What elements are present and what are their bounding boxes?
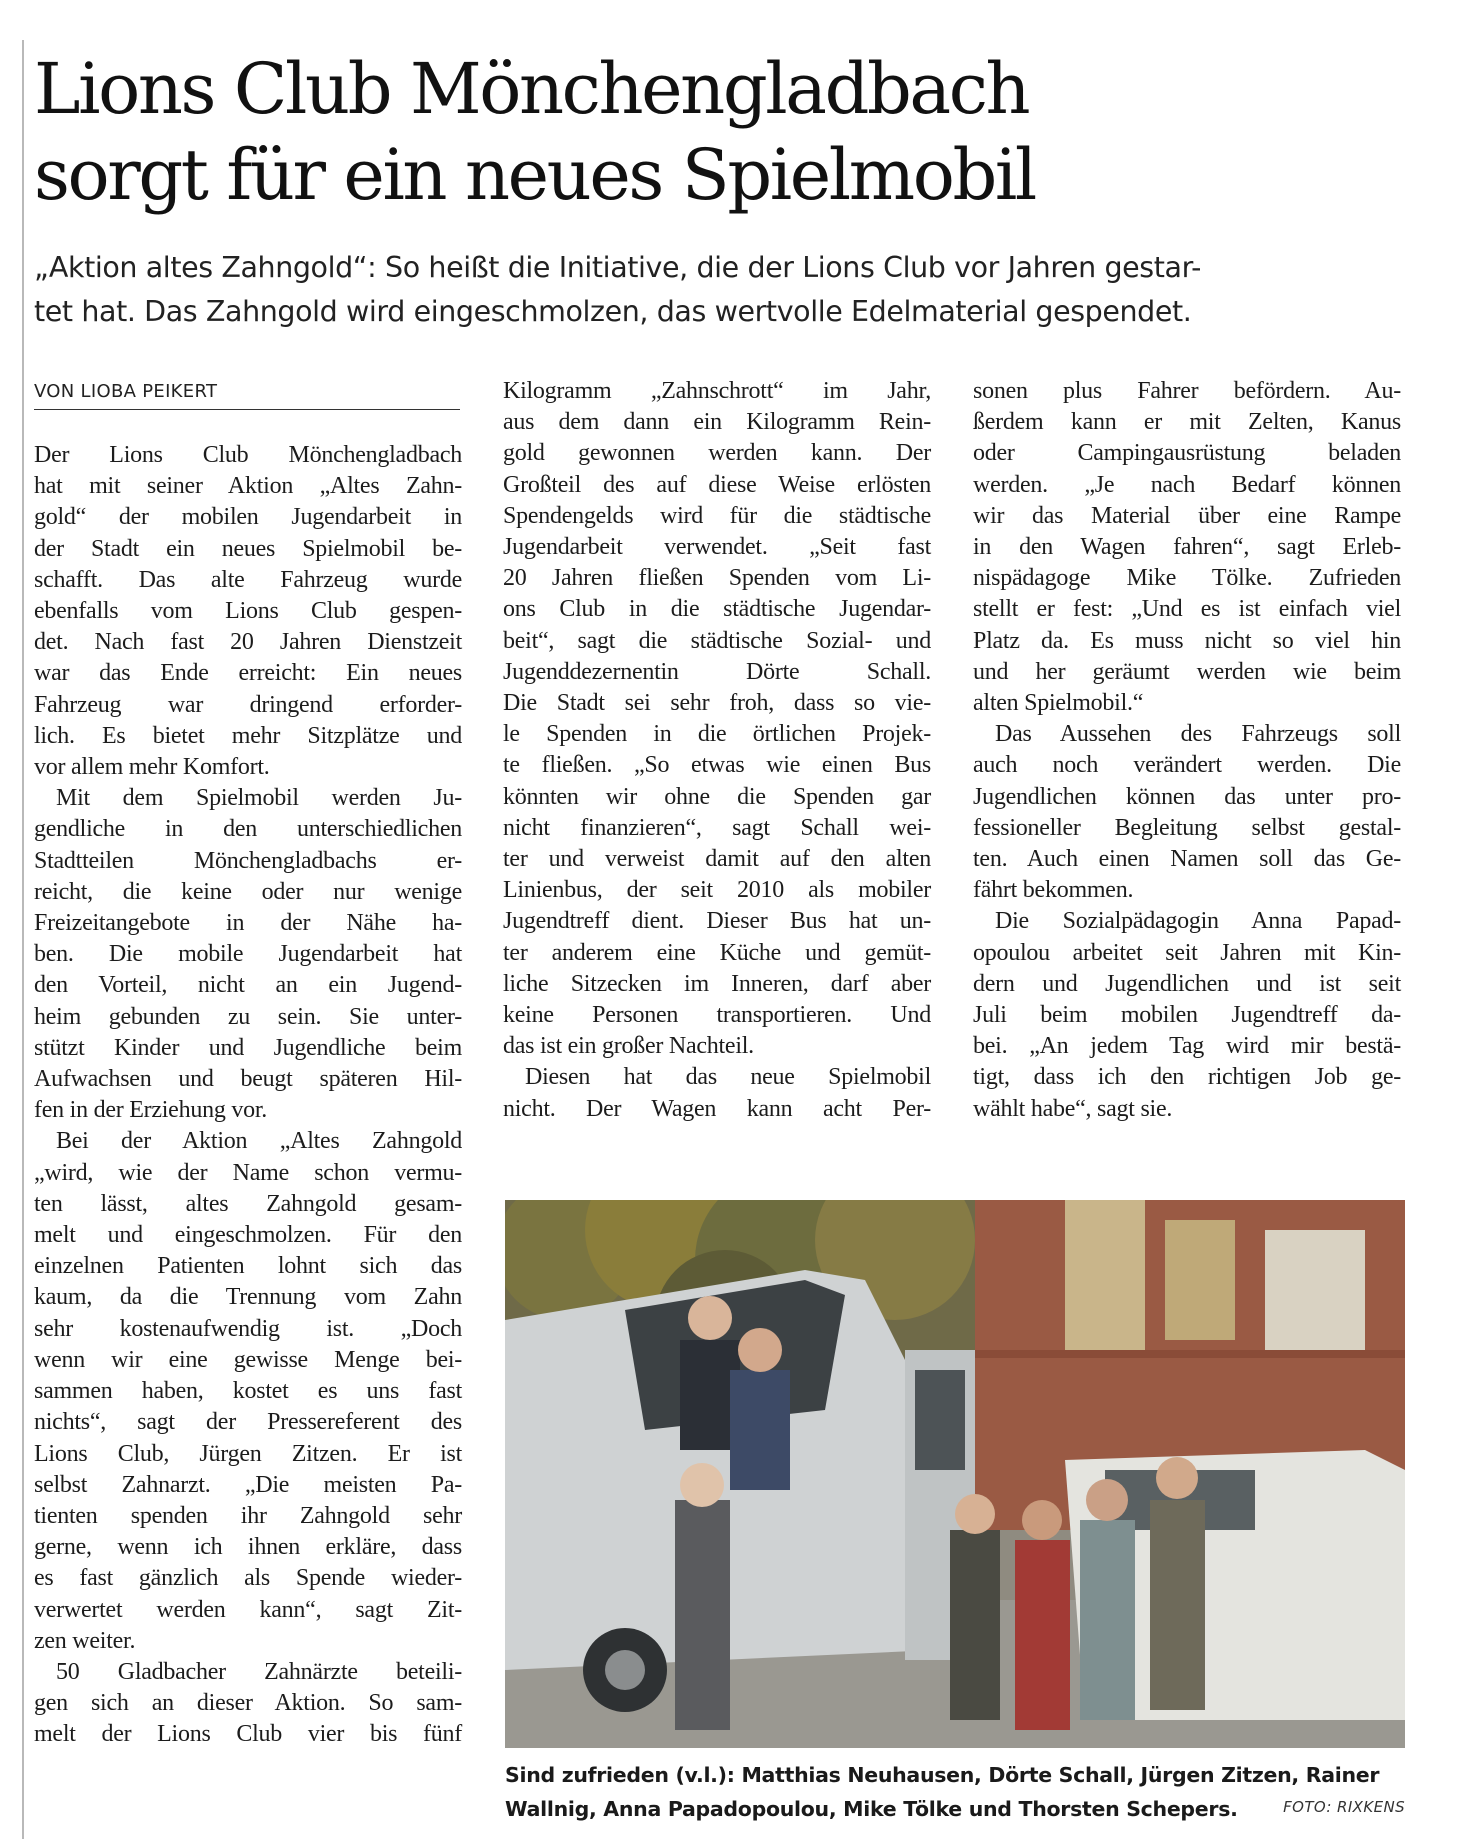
text-line: opoulou arbeitet seit Jahren mit Kin- — [973, 939, 1401, 966]
text-line: und her geräumt werden wie beim — [973, 658, 1401, 685]
text-line: auch noch verändert werden. Die — [973, 752, 1401, 779]
text-line: schafft. Das alte Fahrzeug wurde — [34, 566, 462, 593]
text-line: det. Nach fast 20 Jahren Dienstzeit — [34, 629, 462, 656]
article-column-2 — [503, 376, 931, 1125]
text-line: sonen plus Fahrer befördern. Au- — [973, 378, 1401, 404]
text-line: nispädagoge Mike Tölke. Zufrieden — [973, 565, 1401, 592]
text-line: Großteil des auf diese Weise erlösten — [503, 471, 931, 498]
text-line: 50 Gladbacher Zahnärzte beteili- — [56, 1658, 462, 1685]
text-line: nicht. Der Wagen kann acht Per- — [503, 1095, 931, 1122]
text-line: Platz da. Es muss nicht so viel hin — [973, 627, 1401, 654]
text-line: Das Aussehen des Fahrzeugs soll — [995, 721, 1401, 748]
headline-line: Lions Club Mönchengladbach — [34, 48, 1029, 130]
text-line: ter und verweist damit auf den alten — [503, 846, 931, 873]
text-line: keine Personen transportieren. Und — [503, 1002, 931, 1029]
text-line: te fließen. „So etwas wie einen Bus — [503, 752, 931, 779]
text-line: oder Campingausrüstung beladen — [973, 440, 1401, 467]
text-line: beit“, sagt die städtische Sozial- und — [503, 627, 931, 654]
article-photo — [505, 1200, 1405, 1748]
text-line: in den Wagen fahren“, sagt Erleb- — [973, 534, 1401, 561]
text-line: ten lässt, altes Zahngold gesam- — [34, 1190, 462, 1217]
text-line: wir das Material über eine Rampe — [973, 502, 1401, 529]
text-line: Freizeitangebote in der Nähe ha- — [34, 910, 462, 937]
caption-line: Sind zufrieden (v.l.): Matthias Neuhausen, Dörte Schall, Jürgen Zitzen, Rainer — [505, 1763, 1380, 1787]
text-line: „wird, wie der Name schon vermu- — [34, 1159, 462, 1186]
text-line: bei. „An jedem Tag wird mir bestä- — [973, 1033, 1401, 1060]
text-line: ten. Auch einen Namen soll das Ge- — [973, 846, 1401, 873]
text-line: Der Lions Club Mönchengladbach — [34, 442, 462, 468]
text-line: fen in der Erziehung vor. — [34, 1097, 267, 1124]
text-line: verwertet werden kann“, sagt Zit- — [34, 1596, 462, 1623]
text-line: Bei der Aktion „Altes Zahngold — [56, 1128, 462, 1155]
photo-illustration — [505, 1200, 1405, 1748]
text-line: aus dem dann ein Kilogramm Rein- — [503, 409, 931, 436]
text-line: Jugenddezernentin Dörte Schall. — [503, 658, 931, 685]
text-line: Die Stadt sei sehr froh, dass so vie- — [503, 690, 931, 717]
text-line: lich. Es bietet mehr Sitzplätze und — [34, 722, 462, 749]
text-line: alten Spielmobil.“ — [973, 690, 1144, 717]
text-line: könnten wir ohne die Spenden gar — [503, 783, 931, 810]
text-line: ßerdem kann er mit Zelten, Kanus — [973, 409, 1401, 436]
text-line: wählt habe“, sagt sie. — [973, 1095, 1173, 1122]
text-line: zen weiter. — [34, 1627, 136, 1654]
photo-credit: FOTO: RIXKENS — [1283, 1798, 1405, 1816]
headline — [34, 46, 1434, 218]
text-line: sammen haben, kostet es uns fast — [34, 1378, 462, 1405]
article-column-3 — [973, 376, 1401, 1125]
text-line: gold gewonnen werden kann. Der — [503, 440, 931, 467]
text-line: tigt, dass ich den richtigen Job ge- — [973, 1064, 1401, 1091]
text-line: war das Ende erreicht: Ein neues — [34, 660, 462, 687]
text-line: Jugendarbeit verwendet. „Seit fast — [503, 534, 931, 561]
text-line: gen sich an dieser Aktion. So sam- — [34, 1690, 462, 1717]
text-line: nichts“, sagt der Pressereferent des — [34, 1409, 462, 1436]
headline-line: sorgt für ein neues Spielmobil — [34, 134, 1035, 216]
text-line: Spendengelds wird für die städtische — [503, 502, 931, 529]
text-line: 20 Jahren fließen Spenden vom Li- — [503, 565, 931, 592]
text-line: den Vorteil, nicht an ein Jugend- — [34, 972, 462, 999]
text-line: Aufwachsen und beugt späteren Hil- — [34, 1066, 462, 1093]
text-line: gendliche in den unterschiedlichen — [34, 816, 462, 843]
byline: VON LIOBA PEIKERT — [34, 380, 460, 410]
text-line: Jugendlichen können das unter pro- — [973, 783, 1401, 810]
text-line: liche Sitzecken im Inneren, darf aber — [503, 970, 931, 997]
text-line: Juli beim mobilen Jugendtreff da- — [973, 1002, 1401, 1029]
text-line: ons Club in die städtische Jugendar- — [503, 596, 931, 623]
text-line: wenn wir eine gewisse Menge bei- — [34, 1346, 462, 1373]
text-line: ben. Die mobile Jugendarbeit hat — [34, 941, 462, 968]
text-line: Stadtteilen Mönchengladbachs er- — [34, 847, 462, 874]
text-line: Diesen hat das neue Spielmobil — [525, 1064, 931, 1091]
text-line: dern und Jugendlichen und ist seit — [973, 970, 1401, 997]
teaser-line: „Aktion altes Zahngold“: So heißt die Initiative, die der Lions Club vor Jahren gestar- — [34, 251, 1201, 284]
text-line: gold“ der mobilen Jugendarbeit in — [34, 504, 462, 531]
text-line: Jugendtreff dient. Dieser Bus hat un- — [503, 908, 931, 935]
text-line: nicht finanzieren“, sagt Schall wei- — [503, 814, 931, 841]
text-line: einzelnen Patienten lohnt sich das — [34, 1253, 462, 1280]
text-line: ebenfalls vom Lions Club gespen- — [34, 598, 462, 625]
text-line: fessioneller Begleitung selbst gestal- — [973, 814, 1401, 841]
text-line: tienten spenden ihr Zahngold sehr — [34, 1502, 462, 1529]
text-line: Linienbus, der seit 2010 als mobiler — [503, 877, 931, 904]
text-line: Fahrzeug war dringend erforder- — [34, 691, 462, 718]
text-line: Die Sozialpädagogin Anna Papad- — [995, 908, 1401, 935]
article-column-1 — [34, 440, 462, 1751]
text-line: stützt Kinder und Jugendliche beim — [34, 1034, 462, 1061]
photo-caption — [505, 1758, 1405, 1826]
text-line: selbst Zahnarzt. „Die meisten Pa- — [34, 1471, 462, 1498]
text-line: Kilogramm „Zahnschrott“ im Jahr, — [503, 378, 931, 404]
text-line: melt der Lions Club vier bis fünf — [34, 1721, 462, 1748]
text-line: Lions Club, Jürgen Zitzen. Er ist — [34, 1440, 462, 1467]
text-line: heim gebunden zu sein. Sie unter- — [34, 1003, 462, 1030]
text-line: fährt bekommen. — [973, 877, 1134, 904]
text-line: le Spenden in die örtlichen Projek- — [503, 721, 931, 748]
text-line: werden. „Je nach Bedarf können — [973, 471, 1401, 498]
text-line: der Stadt ein neues Spielmobil be- — [34, 535, 462, 562]
text-line: das ist ein großer Nachteil. — [503, 1033, 754, 1060]
teaser-line: tet hat. Das Zahngold wird eingeschmolzen, das wertvolle Edelmaterial gespendet. — [34, 295, 1192, 328]
text-line: Mit dem Spielmobil werden Ju- — [56, 785, 462, 812]
text-line: hat mit seiner Aktion „Altes Zahn- — [34, 473, 462, 500]
page-edge-rule — [22, 40, 24, 1839]
caption-line: Wallnig, Anna Papadopoulou, Mike Tölke und Thorsten Schepers. — [505, 1797, 1238, 1821]
text-line: stellt er fest: „Und es ist einfach viel — [973, 596, 1401, 623]
text-line: vor allem mehr Komfort. — [34, 754, 270, 781]
text-line: ter anderem eine Küche und gemüt- — [503, 939, 931, 966]
text-line: gerne, wenn ich ihnen erkläre, dass — [34, 1534, 462, 1561]
text-line: sehr kostenaufwendig ist. „Doch — [34, 1315, 462, 1342]
text-line: melt und eingeschmolzen. Für den — [34, 1222, 462, 1249]
text-line: es fast gänzlich als Spende wieder- — [34, 1565, 462, 1592]
text-line: kaum, da die Trennung vom Zahn — [34, 1284, 462, 1311]
text-line: reicht, die keine oder nur wenige — [34, 878, 462, 905]
teaser — [34, 246, 1414, 334]
